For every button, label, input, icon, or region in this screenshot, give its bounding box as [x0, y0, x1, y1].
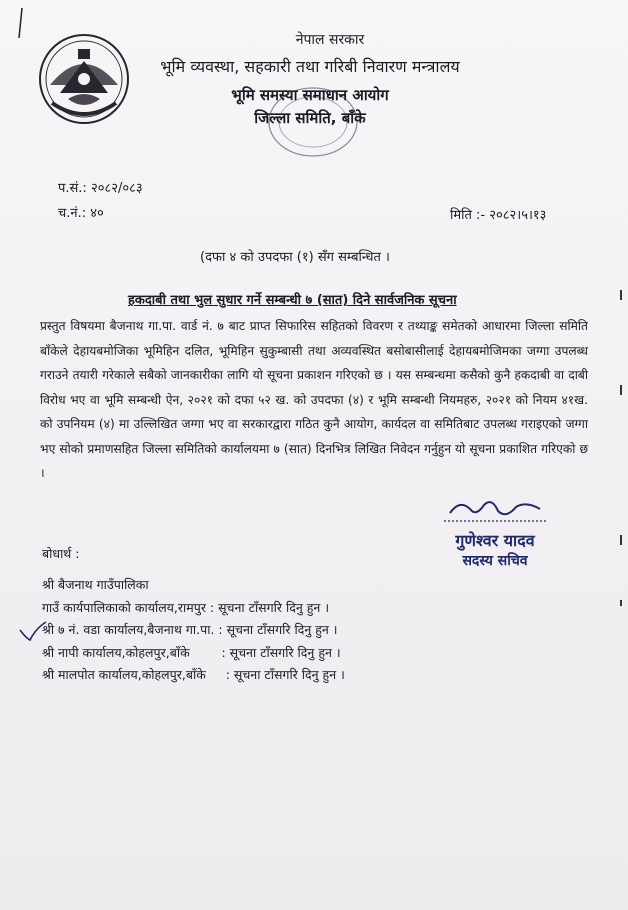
- subject-reference: (दफा ४ को उपदफा (१) सँग सम्बन्धित ।: [200, 250, 390, 265]
- ministry-heading: भूमि व्यवस्था, सहकारी तथा गरिबी निवारण मन्त्रालय: [160, 57, 460, 76]
- distribution-heading: बोधार्थ :: [42, 546, 80, 561]
- margin-mark: [18, 8, 24, 38]
- recipient-office: श्री नापी कार्यालय,कोहलपुर,बाँके: [42, 644, 190, 660]
- office-stamp: [245, 80, 375, 165]
- recipient-office: गाउँ कार्यपालिकाको कार्यालय,रामपुर: [42, 599, 206, 615]
- recipient-instruction: : सूचना टाँसगरि दिनु हुन ।: [205, 667, 345, 682]
- list-item: [42, 664, 345, 687]
- recipient-office: श्री मालपोत कार्यालय,कोहलपुर,बाँके: [42, 667, 206, 682]
- notice-body: प्रस्तुत विषयमा बैजनाथ गा.पा. वार्ड नं. ७ बाट प्राप्त सिफारिस सहितको विवरण र तथ्याङ्क समेतको आधारमा जिल्ला समिति बाँकेले देहायबमोजिका भूमिहिन दलित, भूमिहिन सुकुम्बासी तथा अव्यवस्थित बसोबासीलाई देहायबमोजिमका जग्गा उपलब्ध गराउने तयारी गरेकाले सबैको जानकारीका लागि यो सूचना प्रकाशन गरिएको छ । यस सम्बन्धमा कसैको कुनै हकदाबी वा दाबी विरोध भए वा भूमि सम्बन्धी ऐन, २०२१ को दफा ५२ ख. को उपदफा (४) र भूमि सम्बन्धी नियमहरु, २०२१ को नियम ४१ख. को उपनियम (४) मा उल्लिखित जग्गा भए वा सरकारद्वारा गठित कुनै आयोग, कार्यदल वा समितिबाट उपलब्ध गराइएको जग्गा भए सोको प्रमाणसहित जिल्ला समितिको कार्यालयमा ७ (सात) दिनभित्र लिखित निवेदन गर्नुहुन यो सूचना प्रकाशित गरिएको छ ।: [40, 319, 588, 480]
- distribution-list: [42, 574, 345, 687]
- notice-title: हकदाबी तथा भुल सुधार गर्ने सम्बन्धी ७ (सात) दिने सार्वजनिक सूचना: [128, 293, 457, 308]
- recipient-instruction: : सूचना टाँसगरि दिनु हुन ।: [205, 599, 330, 615]
- edge-mark: [620, 385, 622, 395]
- signer-name: गुणेश्वर यादव: [455, 531, 535, 550]
- recipient-instruction: : सूचना टाँसगरि दिनु हुन ।: [189, 644, 341, 660]
- tick-mark-icon: [18, 620, 48, 642]
- commission-heading: भूमि समस्या समाधान आयोग: [231, 86, 389, 104]
- list-item: [42, 642, 345, 665]
- recipient-instruction: : सूचना टाँसगरि दिनु हुन ।: [214, 622, 338, 637]
- letter-date: मिति :- २०८२।५।१३: [450, 208, 547, 223]
- nepal-emblem-icon: [38, 33, 130, 125]
- government-heading: नेपाल सरकार: [295, 32, 365, 48]
- dispatch-number: च.नं.: ४०: [58, 206, 104, 221]
- handwritten-signature: [440, 495, 550, 525]
- list-item: [42, 597, 345, 620]
- reference-number: प.सं.: २०८२/०८३: [58, 181, 143, 196]
- edge-mark: [620, 535, 622, 545]
- distribution-intro: श्री बैजनाथ गाउँपालिका: [42, 577, 149, 592]
- signature-block: [420, 495, 570, 570]
- signer-title: सदस्य सचिव: [462, 553, 528, 569]
- list-item: [42, 619, 345, 642]
- district-committee-heading: जिल्ला समिति, बाँके: [254, 109, 366, 127]
- edge-mark: [620, 600, 622, 606]
- recipient-office: श्री ७ नं. वडा कार्यालय,बैजनाथ गा.पा.: [42, 622, 215, 637]
- edge-mark: [620, 290, 622, 300]
